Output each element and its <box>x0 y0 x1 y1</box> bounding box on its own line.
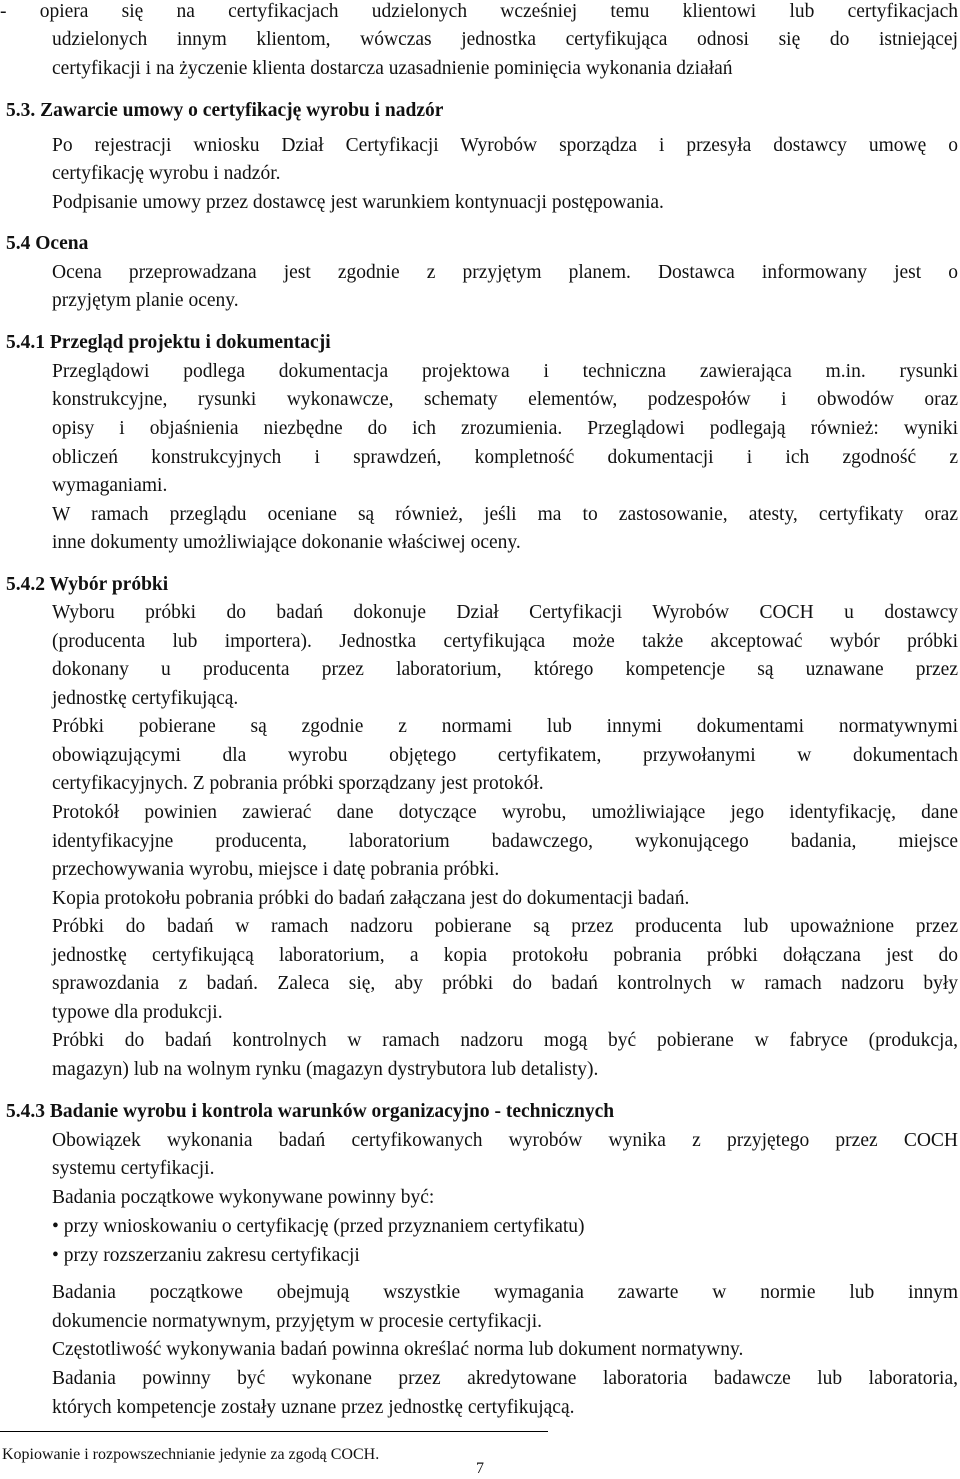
body-line: których kompetencje zostały uznane przez jednostkę certyfikującą. <box>52 1397 575 1418</box>
body-line: Badania początkowe obejmują wszystkie wymagania zawarte w normie lub innym <box>52 1282 958 1303</box>
body-line: jednostkę certyfikującą. <box>52 688 239 709</box>
page-number: 7 <box>476 1460 484 1477</box>
body-line: typowe dla produkcji. <box>52 1002 223 1023</box>
body-line: Częstotliwość wykonywania badań powinna określać norma lub dokument normatywny. <box>52 1339 744 1360</box>
body-line: Przeglądowi podlega dokumentacja projektowa i techniczna zawierająca m.in. rysunki <box>52 361 958 382</box>
body-line: - opiera się na certyfikacjach udzielonych wcześniej temu klientowi lub certyfikacjach <box>0 1 958 22</box>
body-line: systemu certyfikacji. <box>52 1158 215 1179</box>
body-line: przyjętym planie oceny. <box>52 290 239 311</box>
body-line: dokumencie normatywnym, przyjętym w procesie certyfikacji. <box>52 1311 543 1332</box>
body-line: Próbki do badań kontrolnych w ramach nadzoru mogą być pobierane w fabryce (produkcja, <box>52 1030 958 1051</box>
body-line: konstrukcyjne, rysunki wykonawcze, schematy elementów, podzespołów i obwodów oraz <box>52 389 958 410</box>
body-line: magazyn) lub na wolnym rynku (magazyn dystrybutora lub detalisty). <box>52 1059 599 1080</box>
body-line: Obowiązek wykonania badań certyfikowanych wyrobów wynika z przyjętego przez COCH <box>52 1130 958 1151</box>
section-heading-5-3: 5.3. Zawarcie umowy o certyfikację wyrobu i nadzór <box>6 100 444 121</box>
body-line: opisy i objaśnienia niezbędne do ich zrozumienia. Przeglądowi podlegają również: wyniki <box>52 418 958 439</box>
body-line: identyfikacyjne producenta, laboratorium badawczego, wykonującego badania, miejsce <box>52 831 958 852</box>
bullet-item: • przy wnioskowaniu o certyfikację (przed przyznaniem certyfikatu) <box>52 1216 585 1237</box>
footer-rule <box>0 1431 548 1432</box>
body-line: Po rejestracji wniosku Dział Certyfikacji Wyrobów sporządza i przesyła dostawcy umowę o <box>52 135 958 156</box>
body-line: (producenta lub importera). Jednostka certyfikująca może także akceptować wybór próbki <box>52 631 958 652</box>
body-line: Protokół powinien zawierać dane dotyczące wyrobu, umożliwiające jego identyfikację, dane <box>52 802 958 823</box>
body-line: Kopia protokołu pobrania próbki do badań załączana jest do dokumentacji badań. <box>52 888 690 909</box>
section-heading-5-4-2: 5.4.2 Wybór próbki <box>6 574 169 595</box>
body-line: Podpisanie umowy przez dostawcę jest warunkiem kontynuacji postępowania. <box>52 192 664 213</box>
section-heading-5-4-1: 5.4.1 Przegląd projektu i dokumentacji <box>6 332 331 353</box>
body-line: certyfikację wyrobu i nadzór. <box>52 163 281 184</box>
body-line: udzielonych innym klientom, wówczas jednostka certyfikująca odnosi się do istniejącej <box>52 29 958 50</box>
body-line: obowiązującymi dla wyrobu objętego certyfikatem, przywołanymi w dokumentach <box>52 745 958 766</box>
body-line: Wyboru próbki do badań dokonuje Dział Certyfikacji Wyrobów COCH u dostawcy <box>52 602 958 623</box>
body-line: jednostkę certyfikującą laboratorium, a kopia protokołu pobrania próbki dołączana jest do <box>52 945 958 966</box>
section-heading-5-4: 5.4 Ocena <box>6 233 89 254</box>
body-line: certyfikacyjnych. Z pobrania próbki sporządzany jest protokół. <box>52 773 544 794</box>
body-line: obliczeń konstrukcyjnych i sprawdzeń, kompletność dokumentacji i ich zgodność z <box>52 447 958 468</box>
body-line: Próbki pobierane są zgodnie z normami lub innymi dokumentami normatywnymi <box>52 716 958 737</box>
body-line: dokonany u producenta przez laboratorium, którego kompetencje są uznawane przez <box>52 659 958 680</box>
body-line: certyfikacji i na życzenie klienta dostarcza uzasadnienie pominięcia wykonania działań <box>52 58 733 79</box>
body-line: Badania początkowe wykonywane powinny być: <box>52 1187 435 1208</box>
body-line: Ocena przeprowadzana jest zgodnie z przyjętym planem. Dostawca informowany jest o <box>52 262 958 283</box>
body-line: Badania powinny być wykonane przez akredytowane laboratoria badawcze lub laboratoria, <box>52 1368 958 1389</box>
body-line: przechowywania wyrobu, miejsce i datę pobrania próbki. <box>52 859 500 880</box>
body-line: sprawozdania z badań. Zaleca się, aby próbki do badań kontrolnych w ramach nadzoru były <box>52 973 958 994</box>
body-line: inne dokumenty umożliwiające dokonanie właściwej oceny. <box>52 532 521 553</box>
body-line: W ramach przeglądu oceniane są również, jeśli ma to zastosowanie, atesty, certyfikaty oraz <box>52 504 958 525</box>
body-line: wymaganiami. <box>52 475 168 496</box>
section-heading-5-4-3: 5.4.3 Badanie wyrobu i kontrola warunków organizacyjno - technicznych <box>6 1101 615 1122</box>
body-line: Próbki do badań w ramach nadzoru pobierane są przez producenta lub upoważnione przez <box>52 916 958 937</box>
bullet-item: • przy rozszerzaniu zakresu certyfikacji <box>52 1245 360 1266</box>
footer-copyright-note: Kopiowanie i rozpowszechnianie jedynie za zgodą COCH. <box>2 1446 380 1463</box>
